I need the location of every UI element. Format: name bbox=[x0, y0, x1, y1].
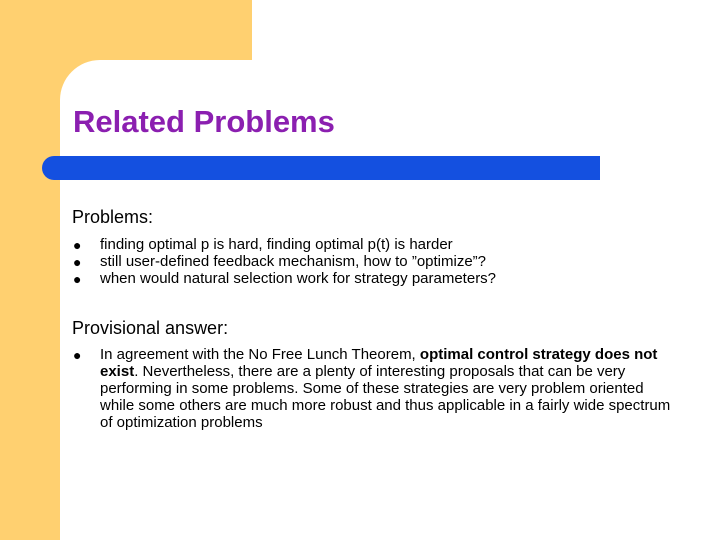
bullet-icon: ● bbox=[73, 237, 82, 253]
problems-list bbox=[72, 236, 496, 287]
list-item bbox=[72, 270, 496, 287]
list-item bbox=[72, 253, 496, 270]
list-item bbox=[72, 346, 672, 431]
list-item-text: when would natural selection work for strategy parameters? bbox=[100, 270, 497, 287]
answer-text-emphasis: optimal control strategy does not exist bbox=[100, 346, 658, 380]
bullet-icon: ● bbox=[73, 271, 82, 287]
list-item-text: finding optimal p is hard, finding optimal p(t) is harder bbox=[100, 236, 453, 253]
decor-left-strip bbox=[0, 0, 60, 540]
provisional-answer-heading: Provisional answer: bbox=[72, 318, 229, 338]
list-item bbox=[72, 236, 496, 253]
bullet-icon: ● bbox=[73, 347, 82, 363]
answer-list bbox=[72, 346, 672, 431]
list-item-text: still user-defined feedback mechanism, how to ”optimize”? bbox=[100, 253, 487, 270]
answer-text-rest: . Nevertheless, there are a plenty of interesting proposals that can be very performing in some problems. Some of these strategies are very problem oriented while some others are much more robust and thus applicable in a fairly wide spectrum of optimization problems bbox=[100, 363, 671, 431]
bullet-icon: ● bbox=[73, 254, 82, 270]
answer-text-intro: In agreement with the No Free Lunch Theorem, bbox=[100, 346, 420, 363]
title-underline-bar bbox=[42, 156, 600, 180]
slide-title: Related Problems bbox=[73, 104, 335, 139]
problems-heading: Problems: bbox=[72, 207, 154, 227]
